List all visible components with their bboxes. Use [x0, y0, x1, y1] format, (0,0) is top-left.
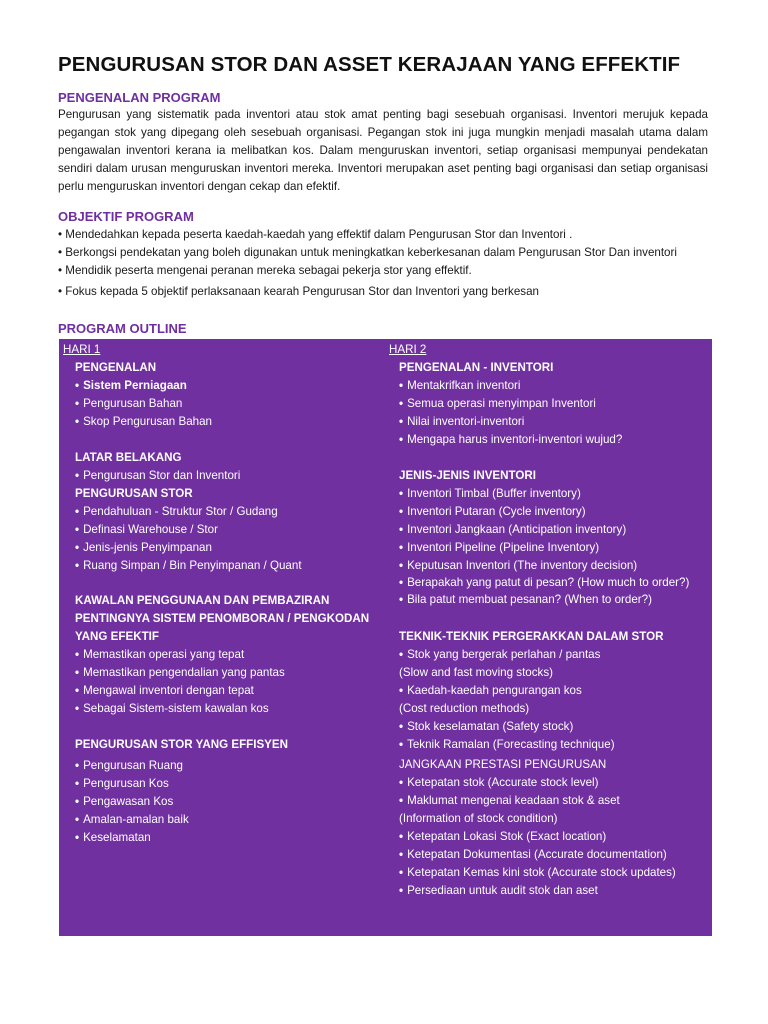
day2-label: HARI 2 — [389, 343, 427, 356]
program-outline-box — [59, 339, 712, 936]
list-item: • Mengapa harus inventori-inventori wujud? — [399, 433, 623, 446]
list-item: • Stok yang bergerak perlahan / pantas — [399, 648, 601, 661]
list-item: • Memastikan pengendalian yang pantas — [75, 666, 285, 679]
list-item: • Keselamatan — [75, 831, 151, 844]
day1-heading-penomboran-cont: YANG EFEKTIF — [75, 630, 159, 643]
list-item-continuation: (Cost reduction methods) — [399, 702, 530, 715]
objective-item: • Mendedahkan kepada peserta kaedah-kaedah yang effektif dalam Pengurusan Stor dan Inventori . — [58, 228, 573, 241]
day1-heading-kawalan: KAWALAN PENGGUNAAN DAN PEMBAZIRAN — [75, 594, 330, 607]
intro-paragraph: Pengurusan yang sistematik pada inventori atau stok amat penting bagi sesebuah organisasi. Inventori merujuk kepada pegangan stok yang dipegang oleh sesebuah organisasi. Pegangan stok ini juga mungkin menjadi masalah utama dalam pengawalan inventori kerana ia melibatkan kos. Dalam menguruskan inventori, setiap organisasi mempunyai pendekatan sendiri dalam urusan menguruskan inventori mereka. Inventori merupakan aset penting bagi organisasi dan setiap organisasi perlu menguruskan inventori dengan cekap dan efektif. — [58, 108, 708, 193]
day1-heading-penomboran: PENTINGNYA SISTEM PENOMBORAN / PENGKODAN — [75, 612, 370, 625]
list-item: • Ruang Simpan / Bin Penyimpanan / Quant — [75, 559, 302, 572]
list-item: • Berapakah yang patut di pesan? (How much to order?) — [399, 576, 690, 589]
list-item: • Memastikan operasi yang tepat — [75, 648, 245, 661]
list-item: • Pengurusan Kos — [75, 777, 169, 790]
objective-item: • Mendidik peserta mengenai peranan mereka sebagai pekerja stor yang effektif. — [58, 264, 472, 277]
list-item: • Ketepatan Lokasi Stok (Exact location) — [399, 830, 607, 843]
outline-heading: PROGRAM OUTLINE — [58, 321, 187, 336]
page-title: PENGURUSAN STOR DAN ASSET KERAJAAN YANG EFFEKTIF — [58, 53, 681, 76]
list-item: • Mentakrifkan inventori — [399, 379, 521, 392]
list-item: • Stok keselamatan (Safety stock) — [399, 720, 574, 733]
list-item: • Inventori Pipeline (Pipeline Inventory) — [399, 541, 600, 554]
list-item: • Jenis-jenis Penyimpanan — [75, 541, 212, 554]
objective-item: • Berkongsi pendekatan yang boleh digunakan untuk meningkatkan keberkesanan dalam Pengurusan Stor Dan inventori — [58, 246, 677, 259]
list-item: • Ketepatan Dokumentasi (Accurate documentation) — [399, 848, 667, 861]
list-item: • Ketepatan stok (Accurate stock level) — [399, 776, 599, 789]
day1-heading-pengurusan-stor: PENGURUSAN STOR — [75, 487, 193, 500]
list-item: • Sebagai Sistem-sistem kawalan kos — [75, 702, 269, 715]
objectives-heading: OBJEKTIF PROGRAM — [58, 209, 194, 224]
day2-heading-jangkaan: JANGKAAN PRESTASI PENGURUSAN — [399, 758, 607, 771]
list-item-continuation: (Information of stock condition) — [399, 812, 558, 825]
intro-heading: PENGENALAN PROGRAM — [58, 90, 221, 105]
list-item: • Semua operasi menyimpan Inventori — [399, 397, 596, 410]
day1-label: HARI 1 — [63, 343, 101, 356]
list-item: • Skop Pengurusan Bahan — [75, 415, 212, 428]
list-item: • Maklumat mengenai keadaan stok & aset — [399, 794, 620, 807]
day1-heading-effisyen: PENGURUSAN STOR YANG EFFISYEN — [75, 738, 289, 751]
list-item: • Persediaan untuk audit stok dan aset — [399, 884, 598, 897]
objectives-list — [58, 226, 718, 301]
list-item: • Inventori Jangkaan (Anticipation inventory) — [399, 523, 627, 536]
list-item-continuation: (Slow and fast moving stocks) — [399, 666, 553, 679]
list-item: • Pengurusan Stor dan Inventori — [75, 469, 241, 482]
day2-heading-jenis: JENIS-JENIS INVENTORI — [399, 469, 537, 482]
list-item: • Sistem Perniagaan — [75, 379, 187, 392]
list-item: • Teknik Ramalan (Forecasting technique) — [399, 738, 615, 751]
day1-heading-latar: LATAR BELAKANG — [75, 451, 182, 464]
list-item: • Keputusan Inventori (The inventory decision) — [399, 559, 638, 572]
list-item: • Pengurusan Bahan — [75, 397, 183, 410]
list-item: • Bila patut membuat pesanan? (When to order?) — [399, 593, 652, 606]
list-item: • Ketepatan Kemas kini stok (Accurate stock updates) — [399, 866, 676, 879]
day1-heading-pengenalan: PENGENALAN — [75, 361, 157, 374]
list-item: • Definasi Warehouse / Stor — [75, 523, 218, 536]
list-item: • Kaedah-kaedah pengurangan kos — [399, 684, 582, 697]
list-item: • Pengawasan Kos — [75, 795, 174, 808]
list-item: • Amalan-amalan baik — [75, 813, 189, 826]
list-item: • Inventori Timbal (Buffer inventory) — [399, 487, 581, 500]
list-item: • Pengurusan Ruang — [75, 759, 183, 772]
list-item: • Inventori Putaran (Cycle inventory) — [399, 505, 586, 518]
objective-item: • Fokus kepada 5 objektif perlaksanaan kearah Pengurusan Stor dan Inventori yang berkesan — [58, 285, 539, 298]
day2-heading-pengenalan: PENGENALAN - INVENTORI — [399, 361, 554, 374]
list-item: • Nilai inventori-inventori — [399, 415, 525, 428]
list-item: • Pendahuluan - Struktur Stor / Gudang — [75, 505, 278, 518]
list-item: • Mengawal inventori dengan tepat — [75, 684, 254, 697]
day2-heading-teknik: TEKNIK-TEKNIK PERGERAKKAN DALAM STOR — [399, 630, 664, 643]
